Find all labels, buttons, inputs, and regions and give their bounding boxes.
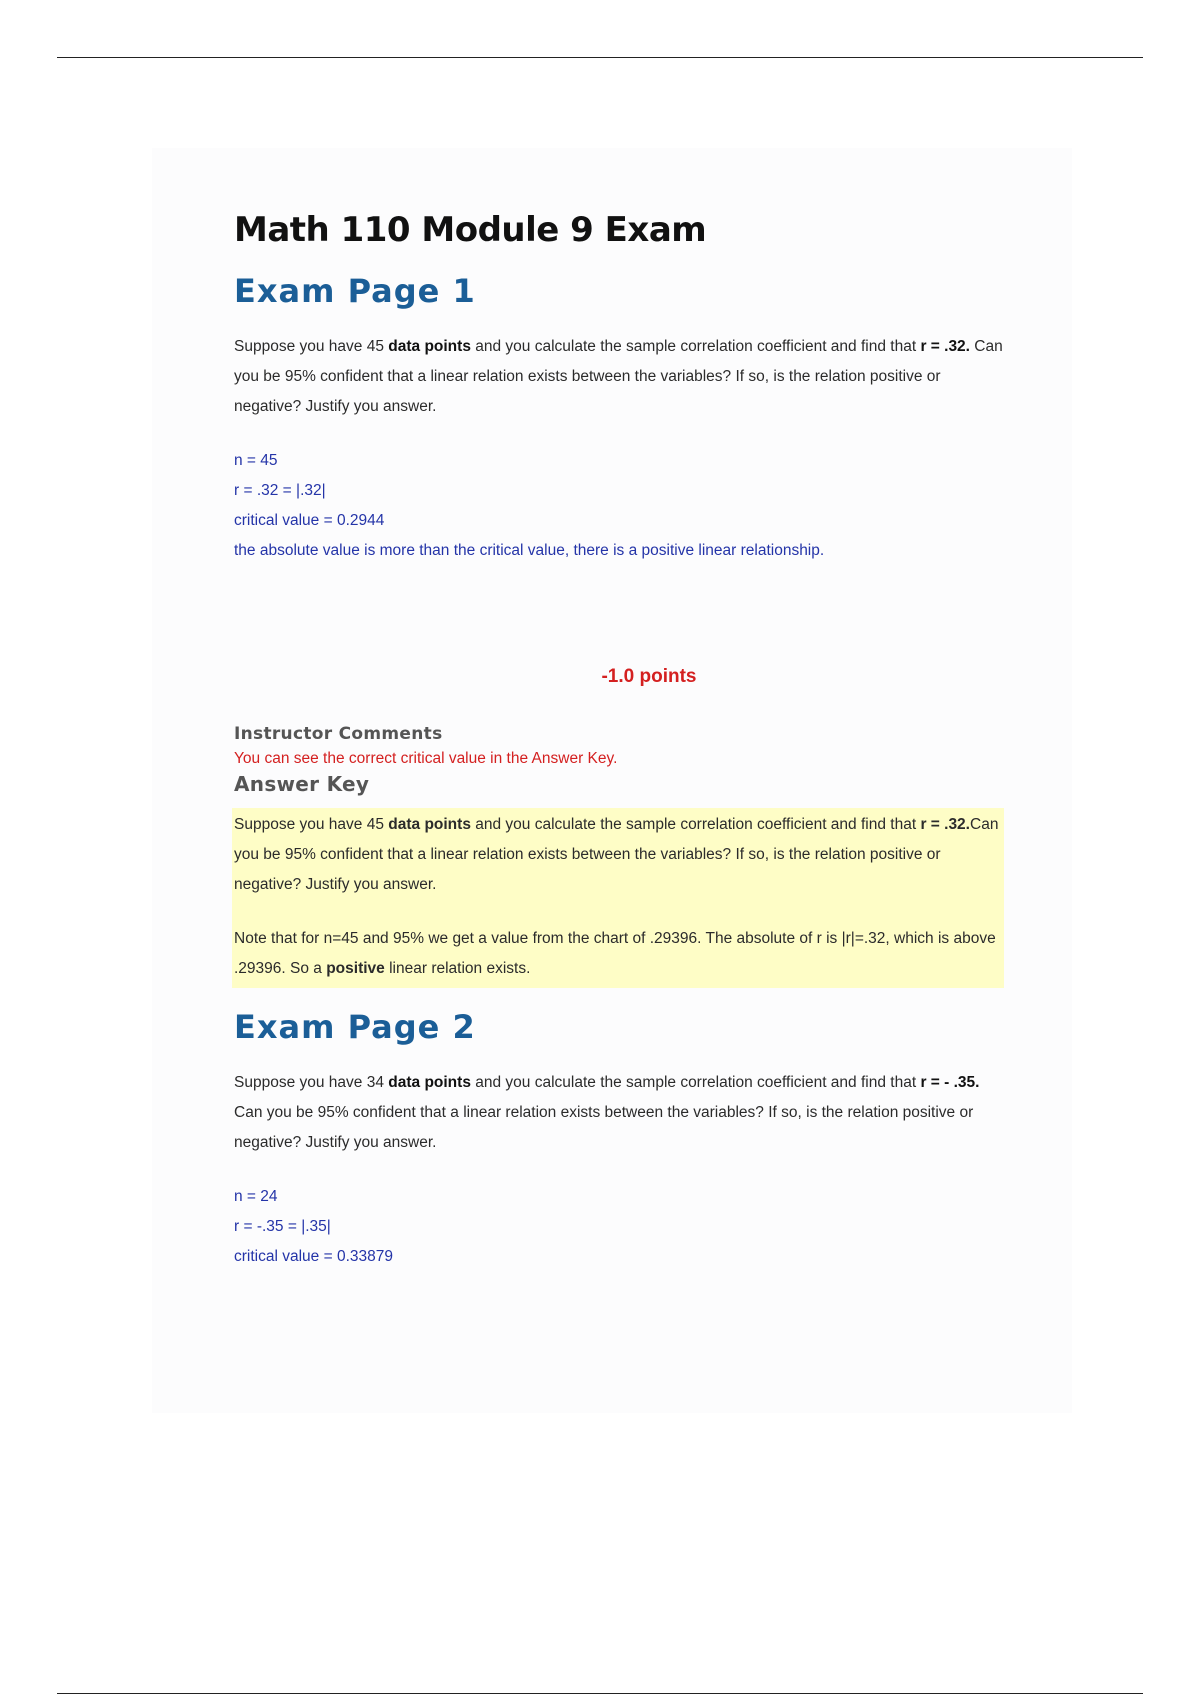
question-2-data-points: data points [388,1074,471,1091]
question-2 [234,1068,1004,1158]
answer-line: r = -.35 = |.35| [234,1218,331,1235]
answer-key-text-a: Suppose you have 45 [234,816,389,833]
answer-key-note-positive: positive [326,960,385,977]
answer-line: critical value = 0.33879 [234,1248,393,1265]
answer-line: critical value = 0.2944 [234,512,385,529]
answer-key-box [232,808,1004,988]
question-2-text-b: and you calculate the sample correlation coefficient and find that [470,1074,921,1091]
top-rule [57,57,1143,58]
question-1-data-points: data points [388,338,471,355]
answer-key-text-c: Can you be 95% confident that a linear relation exists between the variables? If so, is the relation positive or negative? Justify you answer. [234,816,999,893]
exam-page-2-heading: Exam Page 2 [234,1008,476,1046]
answer-key-question [234,810,1000,900]
answer-line: the absolute value is more than the critical value, there is a positive linear relationship. [234,542,825,559]
document-content [234,200,1004,1272]
bottom-rule [57,1693,1143,1694]
question-1-text-c: Can you be 95% confident that a linear relation exists between the variables? If so, is the relation positive or negative? Justify you answer. [234,338,1003,415]
answer-key-note-b: linear relation exists. [384,960,531,977]
points-deduction: -1.0 points [601,666,697,687]
instructor-comment: You can see the correct critical value in the Answer Key. [234,750,618,767]
answer-key-text-b: and you calculate the sample correlation coefficient and find that [470,816,921,833]
question-1-text-b: and you calculate the sample correlation coefficient and find that [470,338,921,355]
question-2-text-c: Can you be 95% confident that a linear relation exists between the variables? If so, is the relation positive or negative? Justify you answer. [234,1104,974,1151]
question-1-r-value: r = .32. [920,338,970,355]
question-2-text-a: Suppose you have 34 [234,1074,389,1091]
answer-key-label: Answer Key [234,772,370,796]
answer-key-note [234,924,1000,984]
answer-line: n = 24 [234,1188,278,1205]
student-answer-2 [234,1182,1004,1272]
student-answer-1 [234,446,1004,566]
answer-line: r = .32 = |.32| [234,482,326,499]
question-1-text-a: Suppose you have 45 [234,338,389,355]
document-title: Math 110 Module 9 Exam [234,210,707,250]
instructor-comments-label: Instructor Comments [234,724,443,744]
exam-page-1-heading: Exam Page 1 [234,272,476,310]
answer-key-note-a: Note that for n=45 and 95% we get a value from the chart of .29396. The absolute of r is |r|=.32, which is above .29396. So a [234,930,996,977]
answer-line: n = 45 [234,452,278,469]
question-1 [234,332,1004,422]
answer-key-r-value: r = .32. [920,816,970,833]
question-2-r-value: r = - .35. [920,1074,980,1091]
answer-key-data-points: data points [388,816,471,833]
